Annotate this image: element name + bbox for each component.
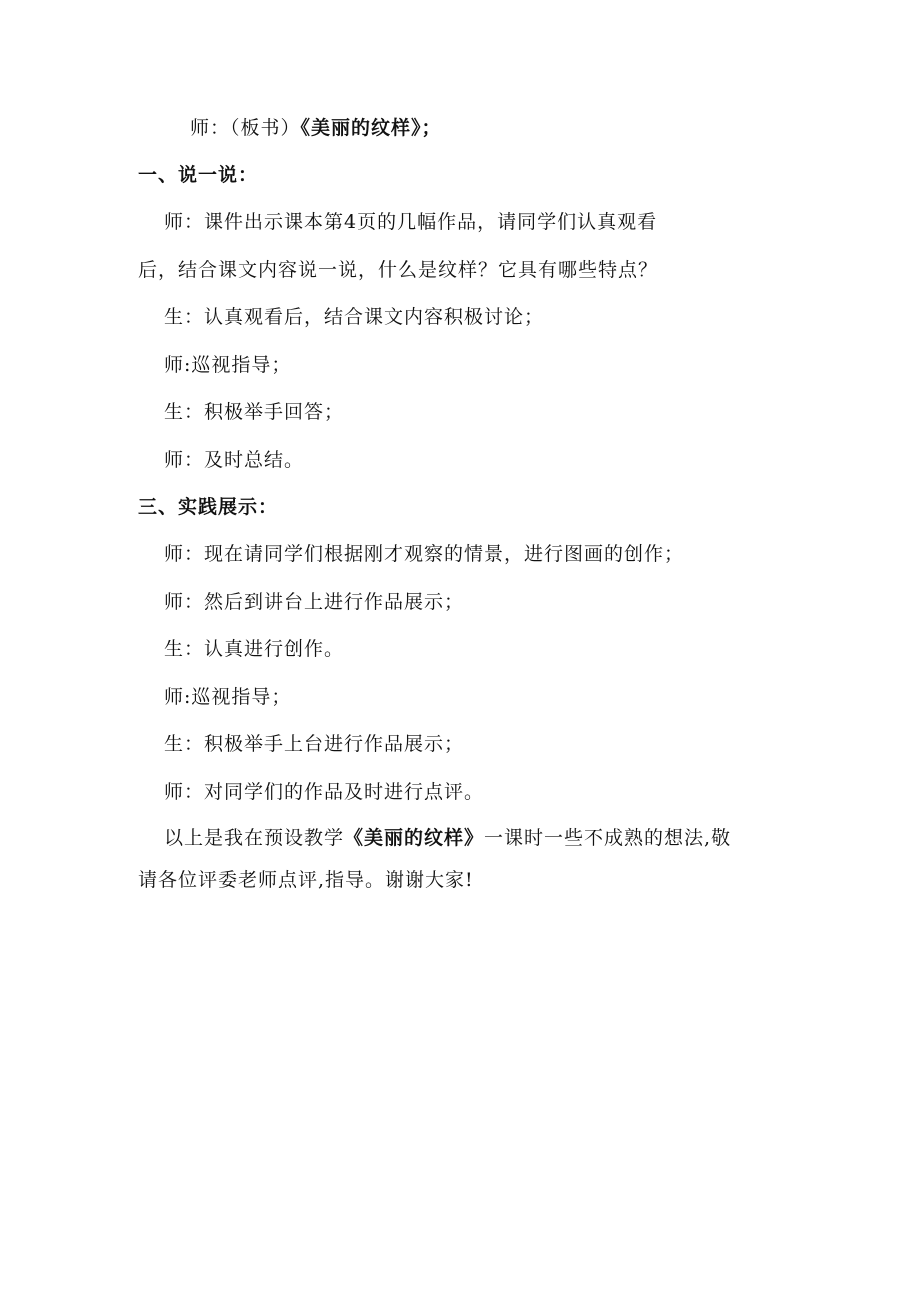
section3-heading: 三、实践展示：	[138, 496, 279, 518]
closing-line2: 请各位评委老师点评,指导。谢谢大家!	[138, 869, 474, 891]
section3-paragraph6: 师：对同学们的作品及时进行点评。	[164, 781, 485, 803]
closing-line1	[164, 826, 731, 850]
section1-paragraph1-line2: 后，结合课文内容说一说，什么是纹样？它具有哪些特点？	[138, 259, 659, 281]
section1-paragraph1-line1: 师：课件出示课本第4页的几幅作品，请同学们认真观看	[164, 211, 658, 233]
closing-title: 《美丽的纹样》	[344, 827, 485, 849]
section1-paragraph5: 师：及时总结。	[164, 449, 305, 471]
intro-prefix: 师：（板书）	[190, 117, 301, 139]
intro-line	[190, 116, 442, 140]
section3-paragraph2: 师：然后到讲台上进行作品展示；	[164, 591, 465, 613]
section1-paragraph2: 生：认真观看后，结合课文内容积极讨论；	[164, 306, 545, 328]
section1-paragraph3: 师:巡视指导；	[164, 354, 292, 376]
section3-paragraph1: 师：现在请同学们根据刚才观察的情景，进行图画的创作；	[164, 543, 685, 565]
closing-prefix: 以上是我在预设教学	[164, 827, 345, 849]
section1-heading: 一、说一说：	[138, 164, 259, 186]
section3-paragraph4: 师:巡视指导；	[164, 686, 292, 708]
closing-suffix: 一课时一些不成熟的想法,敬	[484, 827, 732, 849]
intro-title: 《美丽的纹样》；	[300, 117, 442, 139]
section1-paragraph4: 生：积极举手回答；	[164, 401, 345, 423]
section3-paragraph3: 生：认真进行创作。	[164, 638, 345, 660]
section3-paragraph5: 生：积极举手上台进行作品展示；	[164, 733, 465, 755]
